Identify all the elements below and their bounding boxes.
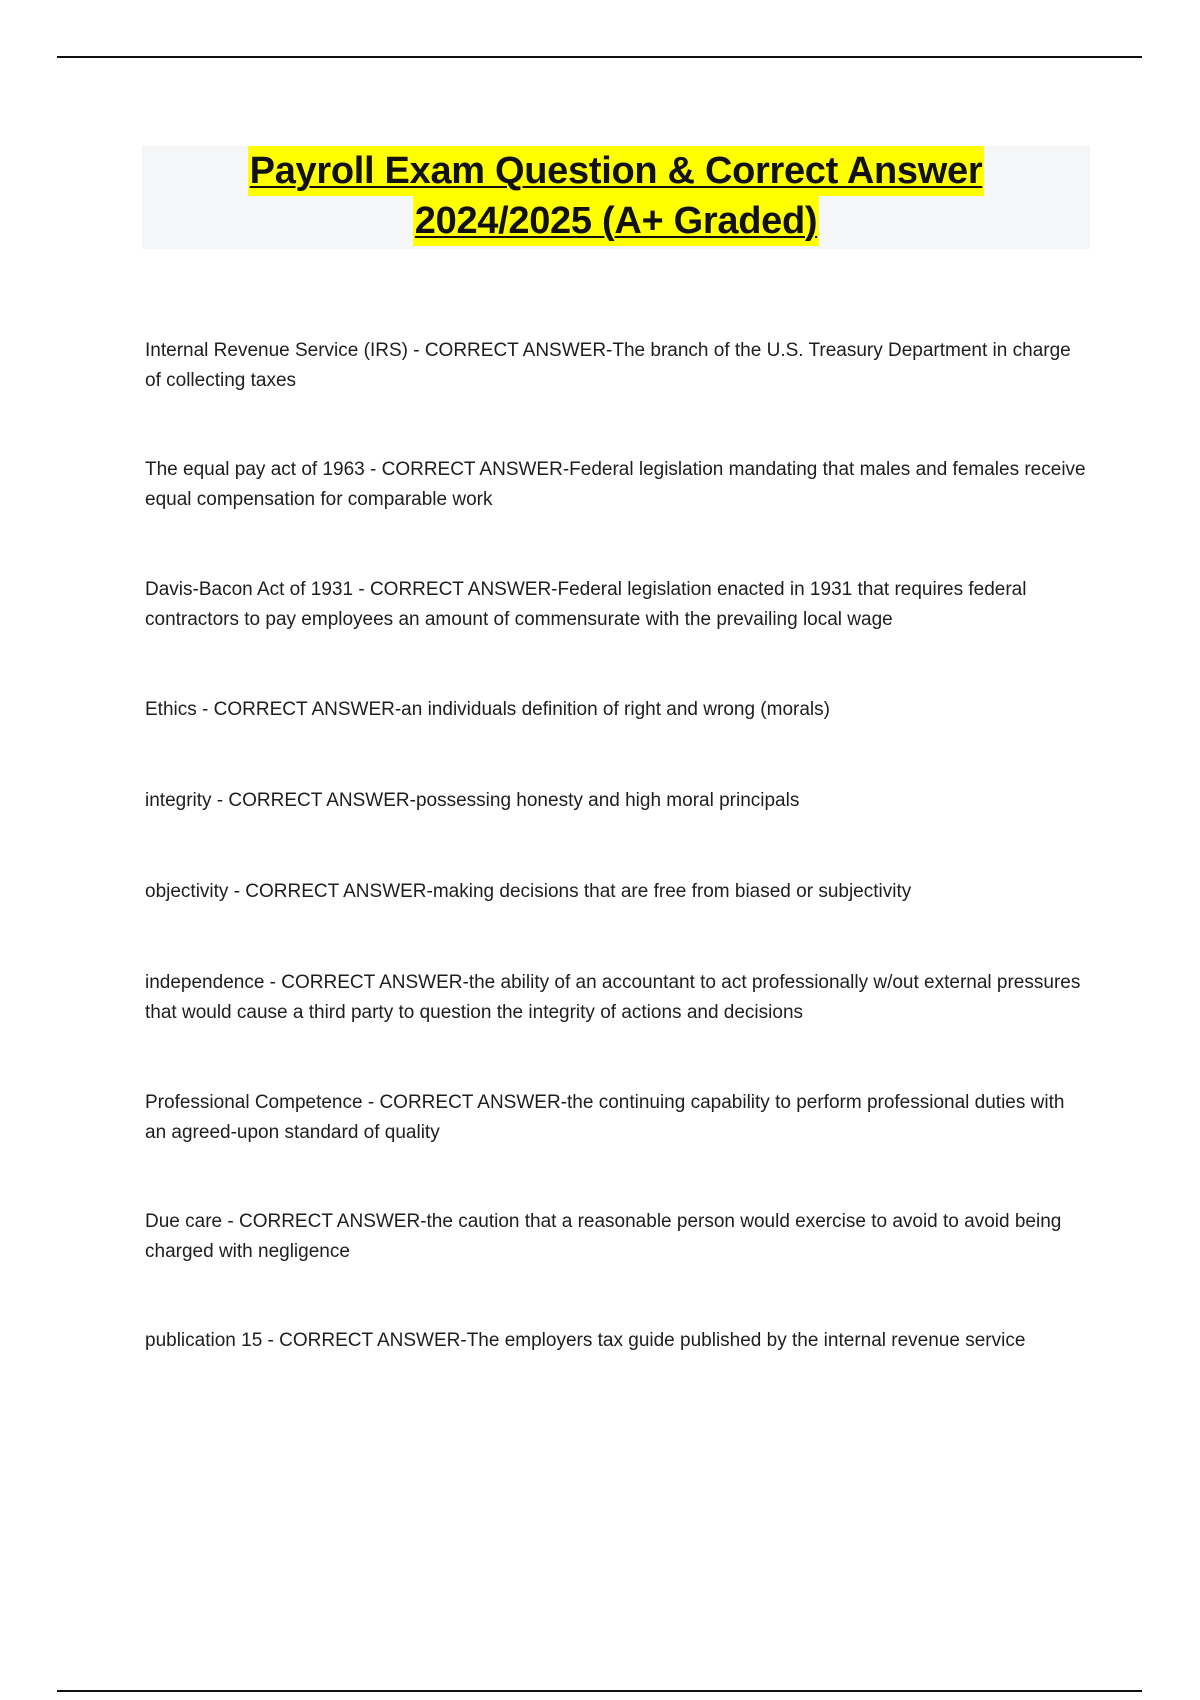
bottom-rule — [57, 1690, 1142, 1692]
qa-item-objectivity: objectivity - CORRECT ANSWER-making decisions that are free from biased or subjectivity — [145, 881, 912, 902]
qa-item-ethics: Ethics - CORRECT ANSWER-an individuals definition of right and wrong (morals) — [145, 699, 830, 720]
qa-item-independence: independence - CORRECT ANSWER-the ability of an accountant to act professionally w/out external pressures that would cause a third party to question the integrity of actions and decisions — [145, 972, 1081, 1023]
qa-item-integrity: integrity - CORRECT ANSWER-possessing honesty and high moral principals — [145, 790, 800, 811]
qa-item-irs: Internal Revenue Service (IRS) - CORRECT ANSWER-The branch of the U.S. Treasury Department in charge of collecting taxes — [145, 340, 1071, 391]
qa-item-publication-15: publication 15 - CORRECT ANSWER-The employers tax guide published by the internal revenue service — [145, 1330, 1026, 1351]
qa-item-equal-pay-act: The equal pay act of 1963 - CORRECT ANSWER-Federal legislation mandating that males and females receive equal compensation for comparable work — [145, 459, 1086, 510]
qa-item-davis-bacon-act: Davis-Bacon Act of 1931 - CORRECT ANSWER-Federal legislation enacted in 1931 that requires federal contractors to pay employees an amount of commensurate with the prevailing local wage — [145, 579, 1027, 630]
qa-item-professional-competence: Professional Competence - CORRECT ANSWER-the continuing capability to perform professional duties with an agreed-upon standard of quality — [145, 1092, 1065, 1143]
title-line-1: Payroll Exam Question & Correct Answer — [248, 146, 985, 196]
qa-item-due-care: Due care - CORRECT ANSWER-the caution that a reasonable person would exercise to avoid to avoid being charged with negligence — [145, 1211, 1062, 1262]
title-line-2: 2024/2025 (A+ Graded) — [413, 196, 819, 246]
top-rule — [57, 56, 1142, 58]
title-block — [142, 146, 1090, 249]
